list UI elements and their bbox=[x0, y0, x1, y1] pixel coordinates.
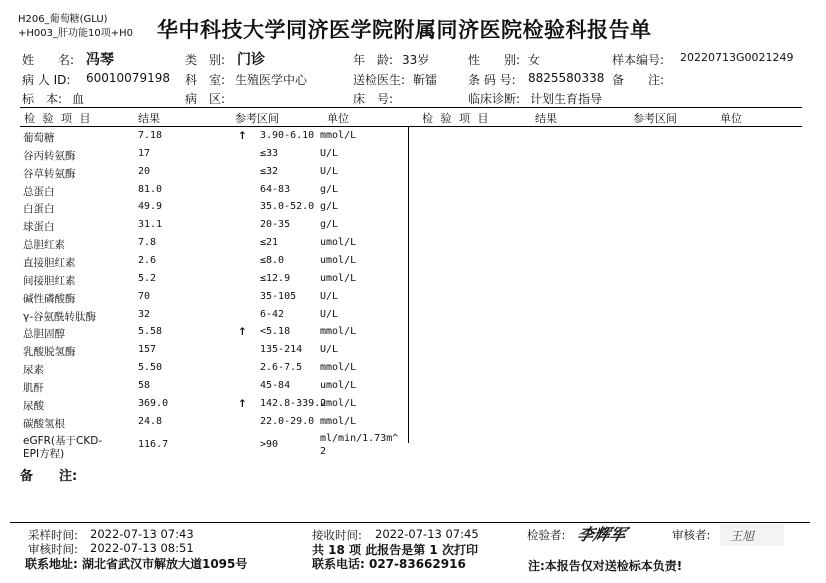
divider-top bbox=[20, 107, 802, 108]
tester-label: 检验者: bbox=[527, 528, 566, 542]
test-result: 81.0 bbox=[138, 183, 163, 195]
doctor-value: 靳镭 bbox=[413, 73, 438, 87]
abnormal-flag-icon: ↑ bbox=[238, 130, 247, 142]
review-time: 2022-07-13 08:51 bbox=[90, 541, 194, 555]
visit-type: 门诊 bbox=[237, 52, 265, 68]
test-result: 70 bbox=[138, 290, 151, 302]
reference-range: ≤12.9 bbox=[260, 272, 291, 284]
reference-range: 3.90-6.10 bbox=[260, 130, 315, 141]
patient-name: 冯琴 bbox=[86, 52, 114, 68]
test-item-name: 总蛋白 bbox=[23, 185, 55, 198]
reference-range: 135-214 bbox=[260, 344, 303, 356]
dept-label: 科 室: bbox=[185, 73, 226, 87]
test-result: 20 bbox=[138, 165, 151, 177]
test-item-name: 谷丙转氨酶 bbox=[23, 149, 76, 162]
test-item-name: 白蛋白 bbox=[23, 203, 55, 216]
test-item-name: 碱性磷酸酶 bbox=[23, 292, 76, 305]
type-label: 类 别: bbox=[185, 53, 226, 67]
remark-label: 备 注: bbox=[612, 73, 665, 87]
reviewer-signature: 王旭 bbox=[730, 529, 755, 543]
receive-time: 2022-07-13 07:45 bbox=[375, 527, 479, 541]
test-item-name: 总胆固醇 bbox=[23, 328, 65, 341]
unit: mmol/L bbox=[320, 326, 357, 338]
pid-label: 病 人 ID: bbox=[22, 73, 71, 87]
unit: mmol/L bbox=[320, 415, 357, 427]
abnormal-flag-icon: ↑ bbox=[238, 397, 247, 410]
header-unit-right: 单位 bbox=[720, 112, 742, 125]
test-code-line2: +H003_肝功能10项+H0 bbox=[18, 28, 133, 39]
reference-range: 2.6-7.5 bbox=[260, 362, 303, 374]
specimen-label: 标 本: bbox=[22, 92, 63, 106]
test-item-name-cont: EPI方程) bbox=[23, 448, 65, 461]
reference-range: >90 bbox=[260, 439, 279, 451]
test-item-name: 乳酸脱氢酶 bbox=[23, 346, 76, 359]
reference-range: 142.8-339.2 bbox=[260, 397, 327, 409]
unit: umol/L bbox=[320, 254, 357, 266]
header-item-right: 检 验 项 目 bbox=[422, 112, 491, 125]
ward-label: 病 区: bbox=[185, 92, 226, 106]
collect-label: 采样时间: bbox=[28, 528, 78, 542]
reference-range: ≤33 bbox=[260, 147, 279, 159]
unit: U/L bbox=[320, 147, 339, 159]
abnormal-flag-icon: ↑ bbox=[238, 326, 247, 339]
test-item-name: 碳酸氢根 bbox=[23, 417, 65, 430]
sex-value: 女 bbox=[528, 53, 541, 67]
reference-range: ≤8.0 bbox=[260, 254, 285, 266]
test-result: 7.18 bbox=[138, 130, 163, 141]
unit: U/L bbox=[320, 165, 339, 177]
sex-label: 性 别: bbox=[468, 53, 521, 67]
item-count: 共 18 项 此报告是第 1 次打印 bbox=[312, 543, 478, 557]
reference-range: ≤32 bbox=[260, 165, 279, 177]
test-result: 5.50 bbox=[138, 362, 163, 374]
reference-range: 64-83 bbox=[260, 183, 291, 195]
collect-time: 2022-07-13 07:43 bbox=[90, 527, 194, 541]
test-result: 49.9 bbox=[138, 201, 163, 213]
test-item-name: 间接胆红素 bbox=[23, 274, 76, 287]
unit: g/L bbox=[320, 183, 339, 195]
bed-label: 床 号: bbox=[353, 92, 394, 106]
diagnosis-label: 临床诊断: bbox=[468, 92, 521, 106]
header-unit: 单位 bbox=[327, 112, 349, 125]
header-result-right: 结果 bbox=[535, 112, 557, 125]
remarks-label: 备 注: bbox=[20, 469, 78, 484]
test-item-name: 尿酸 bbox=[23, 399, 44, 412]
barcode-value: 8825580338 bbox=[528, 71, 605, 85]
pid-value: 60010079198 bbox=[86, 71, 170, 85]
unit: umol/L bbox=[320, 397, 357, 409]
name-label: 姓 名: bbox=[22, 53, 75, 67]
test-result: 31.1 bbox=[138, 219, 163, 231]
unit: ml/min/1.73m^ bbox=[320, 433, 399, 445]
reference-range: 35.0-52.0 bbox=[260, 201, 315, 213]
sample-no: 20220713G0021249 bbox=[680, 51, 794, 64]
header-item: 检 验 项 目 bbox=[24, 112, 93, 125]
test-result: 369.0 bbox=[138, 397, 169, 409]
reference-range: 35-105 bbox=[260, 290, 297, 302]
unit: U/L bbox=[320, 290, 339, 302]
test-item-name: 葡萄糖 bbox=[23, 132, 55, 144]
reference-range: 45-84 bbox=[260, 379, 291, 391]
review-label: 审核时间: bbox=[28, 542, 78, 556]
divider-header bbox=[20, 126, 802, 127]
unit: mmol/L bbox=[320, 362, 357, 374]
reference-range: 20-35 bbox=[260, 219, 291, 231]
unit: g/L bbox=[320, 201, 339, 213]
test-result: 17 bbox=[138, 147, 151, 159]
reference-range: 22.0-29.0 bbox=[260, 415, 315, 427]
unit: U/L bbox=[320, 308, 339, 320]
contact-address: 联系地址: 湖北省武汉市解放大道1095号 bbox=[25, 557, 248, 571]
diagnosis-value: 计划生育指导 bbox=[530, 92, 603, 106]
unit: umol/L bbox=[320, 379, 357, 391]
test-result: 24.8 bbox=[138, 415, 163, 427]
test-item-name: 直接胆红素 bbox=[23, 256, 76, 269]
unit: U/L bbox=[320, 344, 339, 356]
barcode-label: 条 码 号: bbox=[468, 73, 516, 87]
test-result: 7.8 bbox=[138, 237, 157, 249]
disclaimer-note: 注:本报告仅对送检标本负责! bbox=[528, 559, 683, 573]
unit-cont: 2 bbox=[320, 446, 327, 458]
header-result: 结果 bbox=[138, 112, 160, 125]
unit: umol/L bbox=[320, 237, 357, 249]
test-item-name: 尿素 bbox=[23, 364, 44, 377]
age-value: 33岁 bbox=[402, 53, 430, 67]
report-title: 华中科技大学同济医学院附属同济医院检验科报告单 bbox=[157, 18, 652, 42]
divider-footer bbox=[10, 522, 810, 523]
test-item-name: 球蛋白 bbox=[23, 221, 55, 234]
reviewer-label: 审核者: bbox=[672, 528, 711, 542]
test-item-name: γ-谷氨酰转肽酶 bbox=[23, 310, 97, 323]
tester-signature: 李辉军 bbox=[575, 525, 629, 544]
test-item-name: eGFR(基于CKD- bbox=[23, 435, 103, 448]
sample-no-label: 样本编号: bbox=[612, 53, 665, 67]
reference-range: ≤21 bbox=[260, 237, 279, 249]
unit: mmol/L bbox=[320, 130, 357, 141]
unit: g/L bbox=[320, 219, 339, 231]
test-code-line1: H206_葡萄糖(GLU) bbox=[18, 14, 108, 25]
test-item-name: 总胆红素 bbox=[23, 239, 65, 252]
reference-range: 6-42 bbox=[260, 308, 285, 320]
test-item-name: 谷草转氨酶 bbox=[23, 167, 76, 180]
test-result: 58 bbox=[138, 379, 151, 391]
test-result: 5.58 bbox=[138, 326, 163, 338]
column-divider bbox=[408, 127, 409, 443]
header-range-right: 参考区间 bbox=[633, 112, 677, 125]
receive-label: 接收时间: bbox=[312, 528, 362, 542]
test-result: 116.7 bbox=[138, 439, 169, 451]
test-item-name: 肌酐 bbox=[23, 381, 44, 394]
test-result: 157 bbox=[138, 344, 157, 356]
dept-value: 生殖医学中心 bbox=[235, 73, 308, 87]
doctor-label: 送检医生: bbox=[353, 73, 406, 87]
test-result: 5.2 bbox=[138, 272, 157, 284]
reference-range: <5.18 bbox=[260, 326, 291, 338]
unit: umol/L bbox=[320, 272, 357, 284]
reviewer-signature-box bbox=[720, 524, 784, 546]
header-range: 参考区间 bbox=[235, 112, 279, 125]
test-result: 32 bbox=[138, 308, 151, 320]
age-label: 年 龄: bbox=[353, 53, 394, 67]
contact-phone: 联系电话: 027-83662916 bbox=[312, 557, 466, 571]
test-result: 2.6 bbox=[138, 254, 157, 266]
specimen-value: 血 bbox=[72, 92, 85, 106]
